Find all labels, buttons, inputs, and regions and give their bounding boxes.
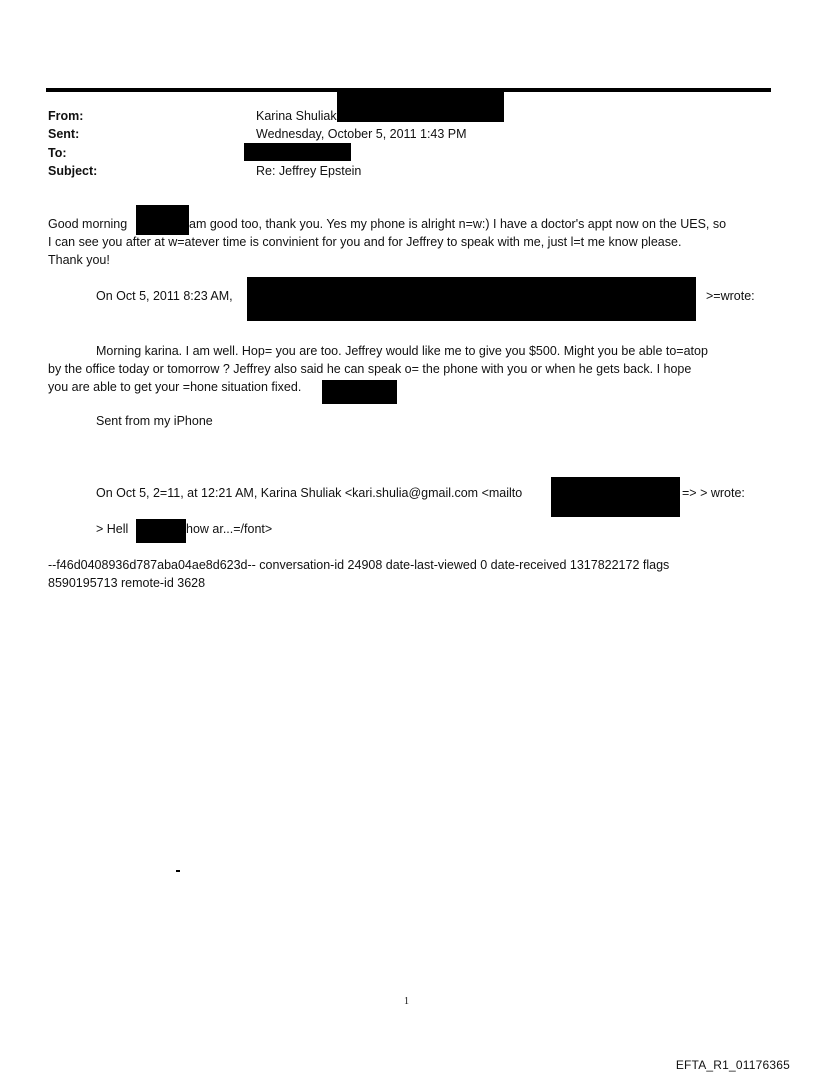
- quote1-prefix: On Oct 5, 2011 8:23 AM,: [96, 289, 233, 303]
- body-p1-line3: Thank you!: [48, 253, 110, 267]
- body-p2-line1: Morning karina. I am well. Hop= you are too. Jeffrey would like me to give you $500. Might you be able to=atop: [96, 344, 708, 358]
- redaction-name-1: [136, 205, 189, 235]
- redaction-from: [337, 90, 504, 122]
- quote3-prefix: > Hell: [96, 522, 129, 536]
- quote2-suffix: => > wrote:: [682, 486, 745, 500]
- page-number: 1: [404, 996, 409, 1007]
- bates-number: EFTA_R1_01176365: [675, 1058, 790, 1072]
- from-value: Karina Shuliak: [256, 109, 337, 123]
- quote3-suffix: how ar...=/font>: [186, 522, 273, 536]
- redaction-to: [244, 143, 351, 161]
- sent-value: Wednesday, October 5, 2011 1:43 PM: [256, 127, 467, 141]
- body-p1-line2: I can see you after at w=atever time is convinient for you and for Jeffrey to speak with me, just l=t me know please.: [48, 235, 682, 249]
- redaction-sender-1: [247, 277, 696, 321]
- conversation-meta-line2: 8590195713 remote-id 3628: [48, 576, 206, 590]
- body-p2-line3: you are able to get your =hone situation fixed.: [48, 380, 302, 394]
- quote1-suffix: >=wrote:: [706, 289, 755, 303]
- subject-label: Subject:: [48, 164, 98, 178]
- to-label: To:: [48, 146, 67, 160]
- stray-mark: [176, 870, 180, 872]
- body-p1-line1b: am good too, thank you. Yes my phone is alright n=w:) I have a doctor's appt now on the UES, so: [189, 217, 727, 231]
- sent-from-line: Sent from my iPhone: [96, 414, 213, 428]
- redaction-name-3: [136, 519, 186, 543]
- conversation-meta-line1: --f46d0408936d787aba04ae8d623d-- conversation-id 24908 date-last-viewed 0 date-received 1317822172 flags: [48, 558, 670, 572]
- quote2-prefix: On Oct 5, 2=11, at 12:21 AM, Karina Shuliak <kari.shulia@gmail.com <mailto: [96, 486, 523, 500]
- redaction-email-2: [551, 477, 680, 517]
- body-p2-line2: by the office today or tomorrow ? Jeffrey also said he can speak o= the phone with you or when he gets back. I hope: [48, 362, 692, 376]
- sent-label: Sent:: [48, 127, 80, 141]
- from-label: From:: [48, 109, 84, 123]
- subject-value: Re: Jeffrey Epstein: [256, 164, 362, 178]
- body-p1-line1a: Good morning: [48, 217, 128, 231]
- redaction-p2: [322, 380, 397, 404]
